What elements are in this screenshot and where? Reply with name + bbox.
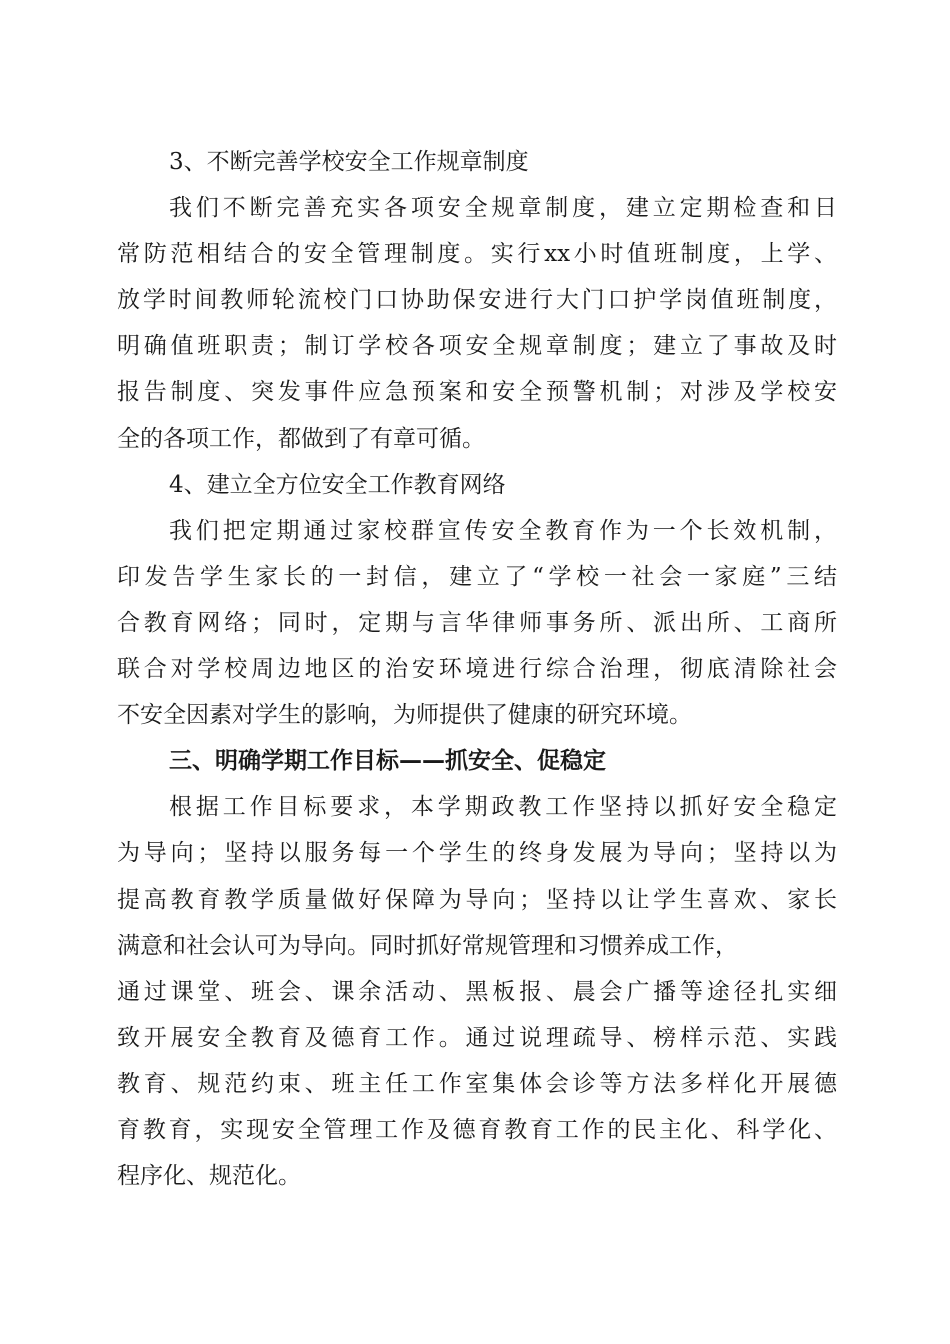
paragraph-line: 明确值班职责；制订学校各项安全规章制度；建立了事故及时 <box>117 333 837 360</box>
paragraph-line: 程序化、规范化。 <box>117 1163 301 1190</box>
section-heading: 4、建立全方位安全工作教育网络 <box>169 471 506 498</box>
paragraph-line: 根据工作目标要求，本学期政教工作坚持以抓好安全稳定 <box>169 794 837 821</box>
document-body <box>117 139 837 1199</box>
paragraph-line: 放学时间教师轮流校门口协助保安进行大门口护学岗值班制度， <box>117 287 837 314</box>
paragraph-line: 全的各项工作，都做到了有章可循。 <box>117 425 485 452</box>
paragraph-line: 常防范相结合的安全管理制度。实行xx小时值班制度，上学、 <box>117 241 837 268</box>
paragraph-line: 印发告学生家长的一封信，建立了“学校一社会一家庭”三结 <box>117 563 837 590</box>
paragraph-line: 提高教育教学质量做好保障为导向；坚持以让学生喜欢、家长 <box>117 886 837 913</box>
paragraph-line: 为导向；坚持以服务每一个学生的终身发展为导向；坚持以为 <box>117 840 837 867</box>
paragraph-line: 不安全因素对学生的影响，为师提供了健康的研究环境。 <box>117 702 692 729</box>
paragraph-line: 教育、规范约束、班主任工作室集体会诊等方法多样化开展德 <box>117 1070 837 1097</box>
paragraph-line: 我们把定期通过家校群宣传安全教育作为一个长效机制， <box>169 517 837 544</box>
paragraph-line: 我们不断完善充实各项安全规章制度，建立定期检查和日 <box>169 195 837 222</box>
paragraph-line: 报告制度、突发事件应急预案和安全预警机制；对涉及学校安 <box>117 379 837 406</box>
part-heading: 三、明确学期工作目标——抓安全、促稳定 <box>169 748 606 775</box>
paragraph-line: 联合对学校周边地区的治安环境进行综合治理，彻底清除社会 <box>117 656 837 683</box>
section-heading: 3、不断完善学校安全工作规章制度 <box>169 149 529 175</box>
paragraph-line: 致开展安全教育及德育工作。通过说理疏导、榜样示范、实践 <box>117 1024 837 1051</box>
paragraph-line: 满意和社会认可为导向。同时抓好常规管理和习惯养成工作， <box>117 932 738 959</box>
paragraph-line: 合教育网络；同时，定期与言华律师事务所、派出所、工商所 <box>117 609 837 636</box>
paragraph-line: 育教育，实现安全管理工作及德育教育工作的民主化、科学化、 <box>117 1116 837 1143</box>
paragraph-line: 通过课堂、班会、课余活动、黑板报、晨会广播等途径扎实细 <box>117 978 837 1005</box>
